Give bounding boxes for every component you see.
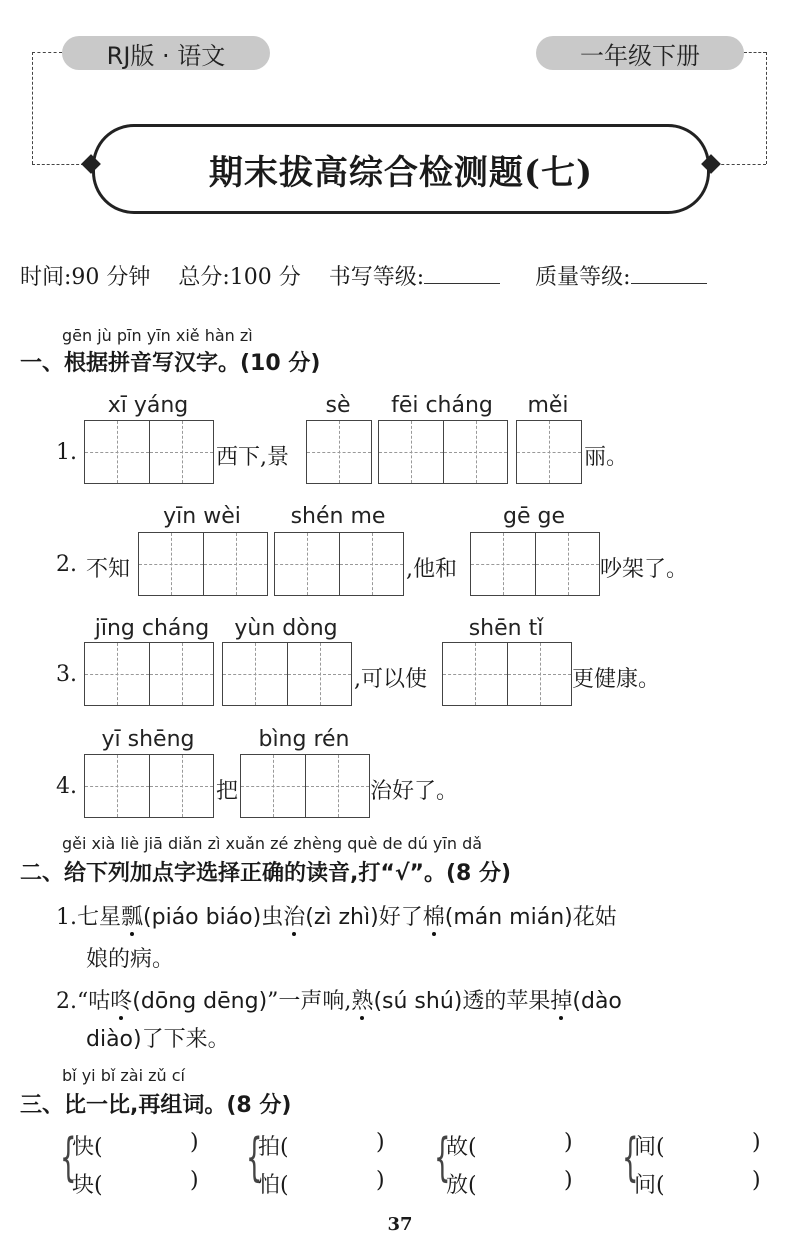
q1-pinyin-d: měi — [527, 393, 569, 418]
right-dash-top — [744, 52, 766, 53]
section1-pinyin: gēn jù pīn yīn xiě hàn zì — [62, 326, 253, 345]
q4-number: 4. — [56, 774, 77, 799]
q4-pinyin-b: bìng rén — [258, 727, 350, 752]
dotted-char: 瓢 — [121, 905, 144, 930]
dotted-char: 熟 — [351, 989, 374, 1014]
pair4-top-close: ) — [752, 1130, 761, 1155]
q4-writing-box-a[interactable] — [84, 754, 214, 818]
q2-text-end: 吵架了。 — [600, 557, 689, 582]
q3-pinyin-a: jīng cháng — [94, 616, 210, 641]
q3-text-end: 更健康。 — [572, 667, 661, 692]
pair1-top-close: ) — [190, 1130, 199, 1155]
pair4-bottom: 问( — [634, 1173, 665, 1198]
q1-text-end: 丽。 — [584, 445, 629, 470]
word-pair-1[interactable] — [60, 1130, 220, 1200]
q2-text-start: 不知 — [86, 557, 131, 582]
left-dash-bottom — [32, 164, 84, 165]
q2-pinyin-c: gē ge — [503, 504, 565, 529]
subject-tag: RJ版 · 语文 — [62, 36, 270, 70]
q1-writing-box-a[interactable] — [84, 420, 214, 484]
q1-writing-box-d[interactable] — [516, 420, 582, 484]
dotted-char: 掉 — [550, 989, 573, 1014]
q3-text-mid: ,可以使 — [354, 667, 427, 692]
pair2-top: 拍( — [258, 1135, 289, 1160]
q1-number: 1. — [56, 440, 77, 465]
left-dash-top — [32, 52, 62, 53]
section3-pinyin: bǐ yi bǐ zài zǔ cí — [62, 1066, 185, 1085]
grade-tag: 一年级下册 — [536, 36, 744, 70]
quality-grade-label: 质量等级: — [535, 265, 631, 290]
pair4-bottom-close: ) — [752, 1168, 761, 1193]
q1-pinyin-b: sè — [325, 393, 351, 418]
q4-text-end: 治好了。 — [370, 779, 459, 804]
exam-info — [20, 260, 707, 291]
section3-title: 三、比一比,再组词。(8 分) — [20, 1093, 292, 1118]
dotted-char: 棉 — [422, 905, 445, 930]
pair3-bottom: 放( — [446, 1173, 477, 1198]
q3-writing-box-a[interactable] — [84, 642, 214, 706]
right-dash-bottom — [716, 164, 766, 165]
q2-writing-box-a[interactable] — [138, 532, 268, 596]
total-score: 总分:100 分 — [178, 265, 301, 290]
exam-title: 期末拔高综合检测题(七) — [92, 124, 710, 214]
q2-writing-box-b[interactable] — [274, 532, 404, 596]
time-limit: 时间:90 分钟 — [20, 265, 151, 290]
brace-icon: { — [60, 1128, 77, 1188]
writing-grade-label: 书写等级: — [328, 265, 425, 290]
brace-icon: { — [622, 1128, 639, 1188]
pair1-bottom-close: ) — [190, 1168, 199, 1193]
q4-writing-box-b[interactable] — [240, 754, 370, 818]
q1-writing-box-b[interactable] — [306, 420, 372, 484]
s2-q1-line2: 娘的病。 — [86, 947, 175, 972]
q3-writing-box-b[interactable] — [222, 642, 352, 706]
q4-text-mid: 把 — [216, 779, 239, 804]
writing-grade-blank[interactable] — [424, 263, 500, 284]
q3-number: 3. — [56, 662, 77, 687]
dotted-char: 治 — [283, 905, 306, 930]
pair1-bottom: 块( — [72, 1173, 103, 1198]
left-dash-vertical — [32, 52, 33, 164]
pair2-bottom: 怕( — [258, 1173, 289, 1198]
s2-q2-line2: diào)了下来。 — [86, 1027, 230, 1052]
s2-q1-line1: 1.七星瓢(piáo biáo)虫治(zì zhì)好了棉(mán mián)花姑 — [56, 905, 617, 930]
dotted-char: 咚 — [110, 989, 133, 1014]
word-pair-2[interactable] — [246, 1130, 406, 1200]
word-pair-3[interactable] — [434, 1130, 594, 1200]
q2-text-mid: ,他和 — [406, 557, 457, 582]
pair3-bottom-close: ) — [564, 1168, 573, 1193]
page-number: 37 — [387, 1214, 413, 1235]
q3-pinyin-c: shēn tǐ — [468, 616, 544, 641]
pair1-top: 快( — [72, 1135, 103, 1160]
q2-pinyin-a: yīn wèi — [163, 504, 241, 529]
pair3-top-close: ) — [564, 1130, 573, 1155]
q2-pinyin-b: shén me — [290, 504, 386, 529]
quality-grade-blank[interactable] — [631, 263, 707, 284]
q4-pinyin-a: yī shēng — [101, 727, 195, 752]
pair2-bottom-close: ) — [376, 1168, 385, 1193]
brace-icon: { — [246, 1128, 263, 1188]
q2-writing-box-c[interactable] — [470, 532, 600, 596]
pair2-top-close: ) — [376, 1130, 385, 1155]
section1-title: 一、根据拼音写汉字。(10 分) — [20, 351, 321, 376]
brace-icon: { — [434, 1128, 451, 1188]
right-dash-vertical — [766, 52, 767, 164]
q2-number: 2. — [56, 552, 77, 577]
q3-writing-box-c[interactable] — [442, 642, 572, 706]
word-pair-4[interactable] — [622, 1130, 782, 1200]
pair3-top: 故( — [446, 1135, 477, 1160]
q1-text-mid: 西下,景 — [216, 445, 289, 470]
q3-pinyin-b: yùn dòng — [234, 616, 338, 641]
q1-writing-box-c[interactable] — [378, 420, 508, 484]
pair4-top: 间( — [634, 1135, 665, 1160]
q1-pinyin-c: fēi cháng — [391, 393, 493, 418]
q1-pinyin-a: xī yáng — [107, 393, 189, 418]
section2-pinyin: gěi xià liè jiā diǎn zì xuǎn zé zhèng què de dú yīn dǎ — [62, 834, 483, 853]
section2-title: 二、给下列加点字选择正确的读音,打“√”。(8 分) — [20, 861, 512, 886]
s2-q2-line1: 2.“咕咚(dōng dēng)”一声响,熟(sú shú)透的苹果掉(dào — [56, 989, 622, 1014]
